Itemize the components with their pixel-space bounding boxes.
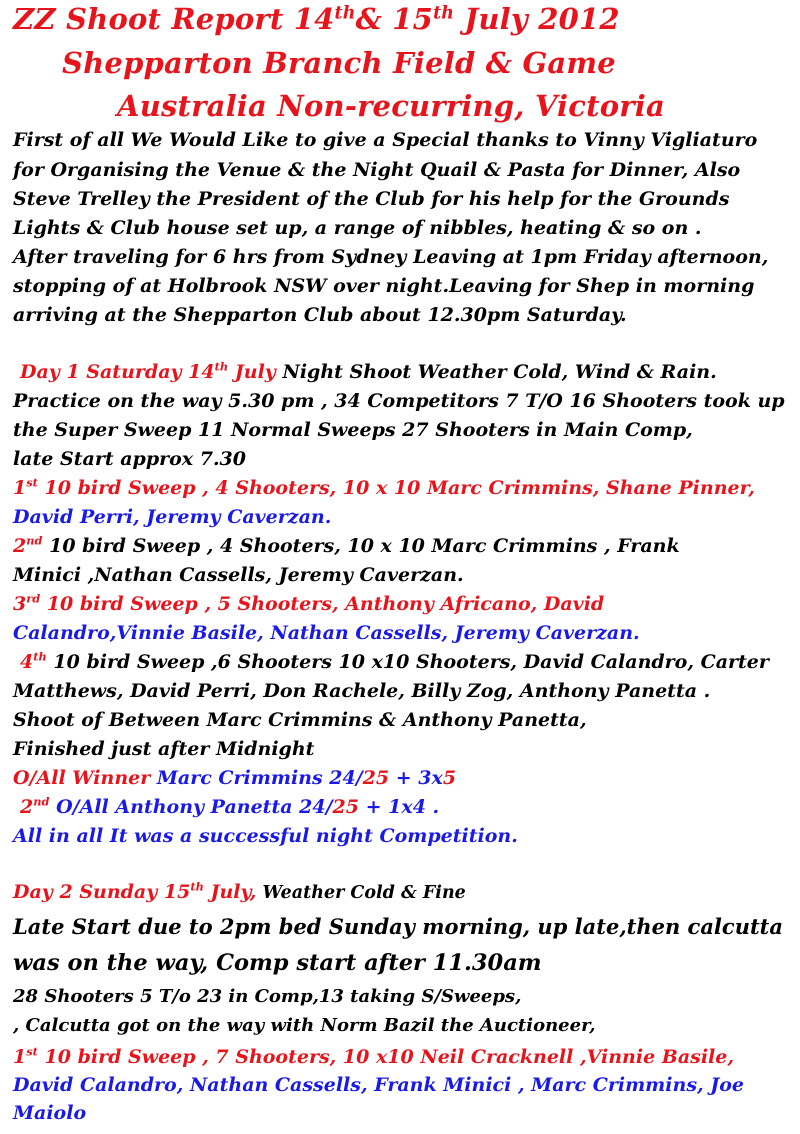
- day2-line: 28 Shooters 5 T/o 23 in Comp,13 taking S/Sweeps,: [13, 986, 522, 1007]
- day2-sweep1-cont: David Calandro, Nathan Cassells, Frank Minici , Marc Crimmins, Joe: [13, 1074, 744, 1096]
- day1-summary: All in all It was a successful night Competition.: [13, 825, 518, 847]
- day1-finished: Finished just after Midnight: [13, 738, 315, 760]
- day1-shootoff: Shoot of Between Marc Crimmins & Anthony Panetta,: [13, 709, 587, 731]
- day1-sweep2-cont: Minici ,Nathan Cassells, Jeremy Caverzan.: [13, 564, 464, 586]
- day1-line: late Start approx 7.30: [13, 448, 247, 470]
- day2-line: , Calcutta got on the way with Norm Bazil the Auctioneer,: [13, 1015, 596, 1036]
- report-title: ZZ Shoot Report 14th& 15th July 2012: [13, 2, 620, 36]
- day1-sweep3: 3rd 10 bird Sweep , 5 Shooters, Anthony Africano, David: [13, 591, 605, 615]
- day1-sweep1-cont: David Perri, Jeremy Caverzan.: [13, 506, 332, 528]
- day1-sweep4: 4th 10 bird Sweep ,6 Shooters 10 x10 Shooters, David Calandro, Carter: [20, 649, 769, 673]
- day1-line: the Super Sweep 11 Normal Sweeps 27 Shooters in Main Comp,: [13, 419, 693, 441]
- intro-line: After traveling for 6 hrs from Sydney Leaving at 1pm Friday afternoon,: [13, 246, 769, 268]
- day2-big-line: was on the way, Comp start after 11.30am: [13, 950, 542, 976]
- intro-line: for Organising the Venue & the Night Quail & Pasta for Dinner, Also: [13, 159, 741, 181]
- intro-line: First of all We Would Like to give a Special thanks to Vinny Vigliaturo: [13, 129, 758, 151]
- day1-heading: Day 1 Saturday 14th July Night Shoot Weather Cold, Wind & Rain.: [20, 359, 717, 383]
- day1-sweep4-cont: Matthews, David Perri, Don Rachele, Billy Zog, Anthony Panetta .: [13, 680, 711, 702]
- intro-line: Steve Trelley the President of the Club for his help for the Grounds: [13, 188, 730, 210]
- intro-line: arriving at the Shepparton Club about 12.30pm Saturday.: [13, 304, 627, 326]
- day1-line: Practice on the way 5.30 pm , 34 Competitors 7 T/O 16 Shooters took up: [13, 390, 785, 412]
- day2-big-line: Late Start due to 2pm bed Sunday morning, up late,then calcutta: [13, 914, 783, 939]
- club-title: Shepparton Branch Field & Game: [62, 46, 616, 80]
- day2-sweep1: 1st 10 bird Sweep , 7 Shooters, 10 x10 Neil Cracknell ,Vinnie Basile,: [13, 1044, 734, 1068]
- day1-sweep3-cont: Calandro,Vinnie Basile, Nathan Cassells, Jeremy Caverzan.: [13, 622, 640, 644]
- intro-line: Lights & Club house set up, a range of nibbles, heating & so on .: [13, 217, 702, 239]
- overall-winner: O/All Winner Marc Crimmins 24/25 + 3x5: [13, 767, 457, 789]
- day1-sweep2: 2nd 10 bird Sweep , 4 Shooters, 10 x 10 Marc Crimmins , Frank: [13, 533, 680, 557]
- day1-sweep1: 1st 10 bird Sweep , 4 Shooters, 10 x 10 Marc Crimmins, Shane Pinner,: [13, 475, 755, 499]
- day2-sweep1-cont: Maiolo: [13, 1102, 87, 1124]
- intro-line: stopping of at Holbrook NSW over night.Leaving for Shep in morning: [13, 275, 755, 297]
- day2-heading: Day 2 Sunday 15th July, Weather Cold & Fine: [13, 879, 466, 903]
- event-title: Australia Non-recurring, Victoria: [117, 89, 665, 123]
- overall-second: 2nd O/All Anthony Panetta 24/25 + 1x4 .: [20, 794, 440, 818]
